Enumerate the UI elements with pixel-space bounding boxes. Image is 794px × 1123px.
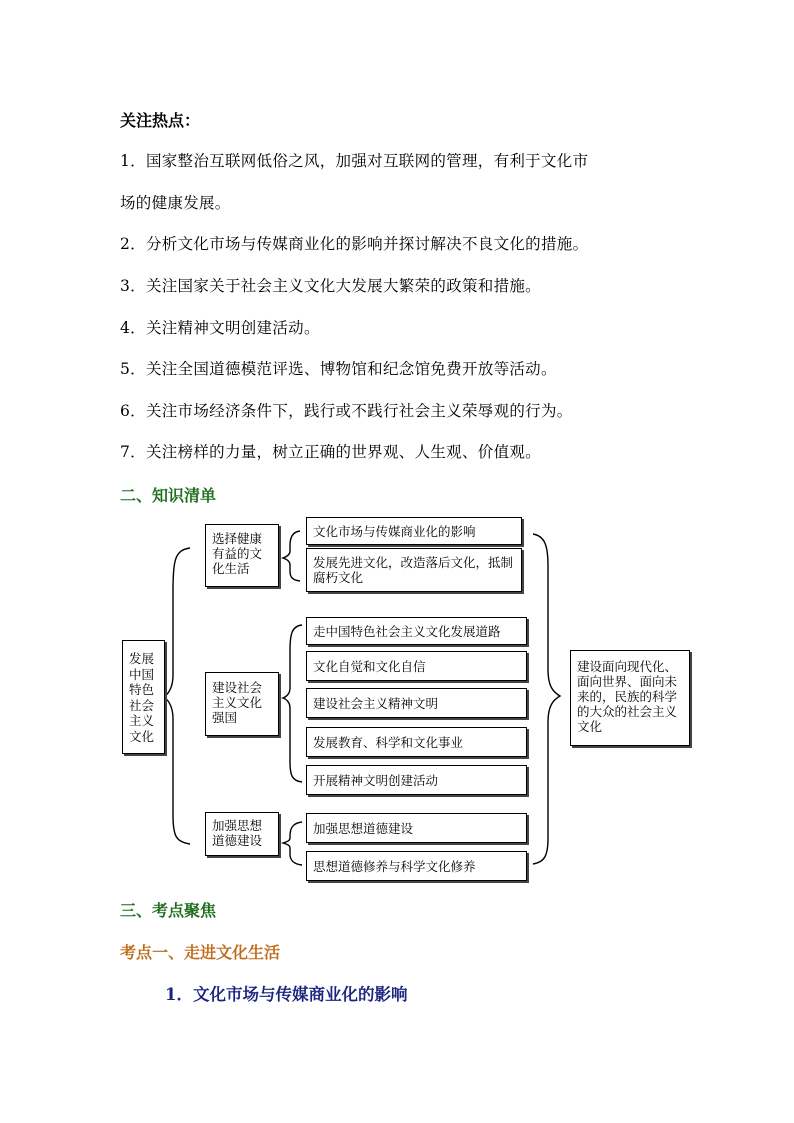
- diagram-root-box: 发展中国特色社会主义文化: [122, 640, 165, 754]
- hotspot-item-4: 4．关注精神文明创建活动。: [120, 319, 320, 337]
- hotspot-item-2: 2．分析文化市场与传媒商业化的影响并探讨解决不良文化的措施。: [120, 235, 589, 253]
- diagram-leaf-1-1: 文化市场与传媒商业化的影响: [306, 517, 522, 545]
- diagram-leaf-2-1: 走中国特色社会主义文化发展道路: [306, 617, 527, 645]
- diagram-leaf-3-2: 思想道德修养与科学文化修养: [306, 851, 527, 881]
- exam-point-1-subtitle: 1．文化市场与传媒商业化的影响: [165, 985, 408, 1004]
- section-title-exam-focus: 三、考点聚焦: [120, 901, 217, 920]
- diagram-leaf-1-2: 发展先进文化，改造落后文化，抵制腐朽文化: [306, 548, 522, 592]
- diagram-leaf-2-3: 建设社会主义精神文明: [306, 688, 527, 718]
- exam-point-1-title: 考点一、走进文化生活: [120, 943, 281, 962]
- section-title-knowledge-list: 二、知识清单: [120, 486, 217, 505]
- diagram-branch-culture-power: 建设社会主义文化强国: [205, 672, 279, 736]
- hotspot-item-5: 5．关注全国道德模范评选、博物馆和纪念馆免费开放等活动。: [120, 360, 557, 378]
- diagram-branch-moral-building: 加强思想道德建设: [205, 812, 279, 856]
- hotspot-item-3: 3．关注国家关于社会主义文化大发展大繁荣的政策和措施。: [120, 277, 541, 295]
- hotspot-item-1-cont: 场的健康发展。: [120, 194, 231, 212]
- diagram-conclusion-box: 建设面向现代化、面向世界、面向未来的，民族的科学的大众的社会主义文化: [570, 650, 690, 746]
- diagram-leaf-2-5: 开展精神文明创建活动: [306, 765, 527, 795]
- hotspot-item-1: 1．国家整治互联网低俗之风，加强对互联网的管理，有利于文化市: [120, 152, 589, 170]
- diagram-leaf-2-4: 发展教育、科学和文化事业: [306, 727, 527, 757]
- hotspot-item-6: 6．关注市场经济条件下，践行或不践行社会主义荣辱观的行为。: [120, 402, 573, 420]
- diagram-leaf-2-2: 文化自觉和文化自信: [306, 651, 527, 681]
- section-title-hotspots: 关注热点：: [120, 111, 201, 130]
- hotspot-item-7: 7．关注榜样的力量，树立正确的世界观、人生观、价值观。: [120, 443, 541, 461]
- diagram-branch-culture-life: 选择健康有益的文化生活: [205, 524, 279, 587]
- diagram-leaf-3-1: 加强思想道德建设: [306, 813, 527, 843]
